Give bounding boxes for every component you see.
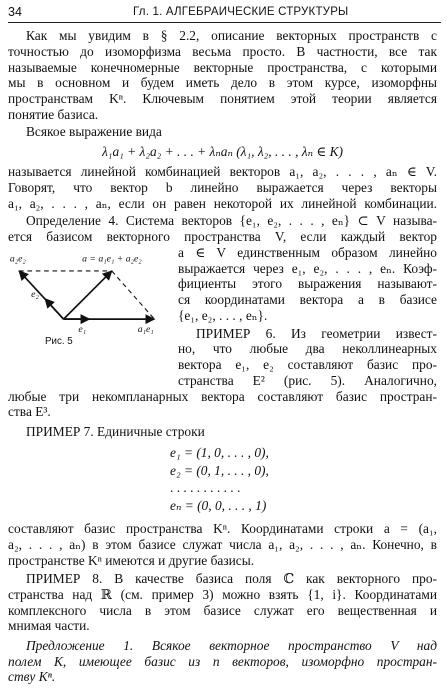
example-line: ПРИМЕР 8. В качестве базиса поля ℂ как векторного про- [26, 571, 437, 586]
example-line: ПРИМЕР 7. Единичные строки [26, 423, 205, 439]
label-e1: e₁ [78, 323, 87, 335]
text-line: ства E³. [8, 404, 51, 420]
label-e2: e₂ [31, 288, 39, 300]
text-line: мы в основном и будем иметь дело в этом курсе, изоморфны [8, 75, 437, 91]
figure-caption: Рис. 5 [45, 335, 73, 347]
label-a-expression: a = a₁e₁ + a₂e₂ [82, 253, 142, 265]
vector-e2 [45, 299, 64, 319]
text-line: но, что любые два неколлинеарных [178, 341, 437, 357]
proposition-line: Предложение 1. Всякое векторное пространство V над [26, 637, 437, 653]
text-line: пространствам Kⁿ. Ключевым понятием этой теории является [8, 91, 437, 106]
text-line: выражается через e₁, e₂, . . . , eₙ. Коэф- [178, 260, 437, 276]
text-line: мнимая части. [8, 618, 90, 634]
text-line: любые три некомпланарных вектора составляют базис простран- [8, 388, 437, 404]
text-line: a ∈ V единственным образом линейно [178, 244, 437, 260]
text-line: комплексного числа в этом базисе служат его вещественная и [8, 602, 437, 618]
text-line: Как мы увидим в § 2.2, описание векторных пространств с [26, 28, 437, 43]
text-line: составляют базис пространства Kⁿ. Координатами строки a = (a₁, [8, 521, 437, 536]
chapter-title: Гл. 1. АЛГЕБРАИЧЕСКИЕ СТРУКТУРЫ [133, 6, 349, 18]
formula-row: eₙ = (0, 0, . . . , 1) [170, 497, 267, 513]
definition-line: Определение 4. Система векторов {e₁, e₂, . . . , eₙ} ⊂ V называ- [26, 213, 437, 229]
text-line: фициенты этого выражения называют- [178, 276, 437, 292]
text-line: Говорят, что вектор b линейно выражается через векторы [8, 180, 437, 195]
text-line: вектора e₁, e₂ составляют базис про- [178, 357, 437, 372]
running-header [8, 2, 441, 23]
parallelogram-right [112, 271, 155, 319]
formula-linear-combination: λ₁a₁ + λ₂a₂ + . . . + λₙaₙ (λ₁, λ₂, . . . , λₙ ∈ K) [101, 143, 343, 159]
text-line: пространстве Kⁿ имеются и другие базисы. [8, 552, 255, 568]
label-a1e1: a₁e₁ [137, 323, 154, 335]
figure-5-vector-diagram [8, 245, 162, 349]
proposition-line: ству Kⁿ. [8, 669, 56, 685]
proposition-line: полем K, имеющее базис из n векторов, изоморфно простран- [8, 653, 437, 669]
text-line: понятие базиса. [8, 106, 99, 122]
text-line: {e₁, e₂, . . . , eₙ}. [178, 307, 268, 323]
text-line: странства над ℝ (см. пример 3) можно взять {1, i}. Координатами [8, 586, 437, 602]
vector-a [64, 271, 112, 319]
text-line: странства E² (рис. 5). Аналогично, [178, 372, 437, 388]
text-line: Всякое выражение вида [26, 124, 162, 140]
text-line: называемые конечномерные векторные пространства, с которыми [8, 59, 437, 75]
formula-dots: . . . . . . . . . . . [170, 480, 241, 496]
page-number: 34 [8, 5, 22, 19]
text-line: ся координатами вектора a в базисе [178, 292, 437, 308]
text-line: ется базисом векторного пространства V, если каждый вектор [8, 229, 437, 245]
text-line: a₂, . . . , aₙ) в этом базисе служат числа a₁, a₂, . . . , aₙ. Конечно, в [8, 536, 437, 552]
formula-row: e₂ = (0, 1, . . . , 0), [170, 462, 269, 478]
formula-row: e₁ = (1, 0, . . . , 0), [170, 445, 269, 460]
text-line: a₁, a₂, . . . , aₙ, если он равен некоторой их линейной комбинации. [8, 195, 437, 211]
text-line: точностью до изоморфизма весьма просто. В частности, все так [8, 43, 437, 59]
text-line: называется линейной комбинацией векторов a₁, a₂, . . . , aₙ ∈ V. [8, 164, 437, 180]
example-line: ПРИМЕР 6. Из геометрии извест- [196, 325, 437, 341]
label-a2e2: a₂e₂ [9, 253, 26, 265]
